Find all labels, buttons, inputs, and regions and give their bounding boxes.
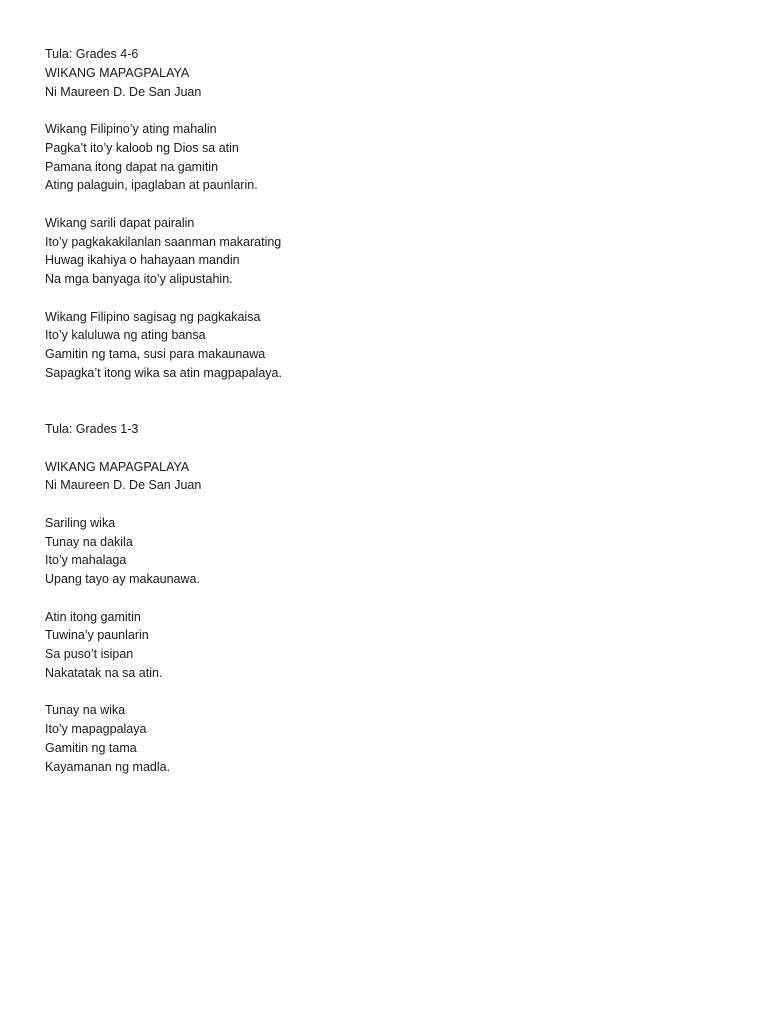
poem-grades-4-6 [45,45,725,383]
poem-title: WIKANG MAPAGPALAYA [45,459,190,474]
verse-line: Ito’y mahalaga [45,553,127,568]
verse-line: Tunay na dakila [45,534,133,549]
stanza [45,214,725,289]
verse-line: Sa puso’t isipan [45,647,134,661]
verse-line: Wikang Filipino sagisag ng pagkakaisa [45,309,261,324]
verse-line: Tuwina’y paunlarin [45,628,149,643]
verse-line: Upang tayo ay makaunawa. [45,572,200,586]
poem-heading: Tula: Grades 4-6 [45,47,139,61]
stanza [45,308,725,383]
verse-line: Tunay na wika [45,703,126,718]
verse-line: Ito’y kaluluwa ng ating bansa [45,328,206,343]
verse-line: Ito’y pagkakakilanlan saanman makarating [45,234,282,249]
verse-line: Atin itong gamitin [45,609,141,624]
verse-line: Wikang Filipino’y ating mahalin [45,122,217,136]
poem-author: Ni Maureen D. De San Juan [45,84,202,99]
verse-line: Wikang sarili dapat pairalin [45,215,195,230]
verse-line: Huwag ikahiya o hahayaan mandin [45,253,240,268]
stanza [45,514,725,589]
verse-line: Pamana itong dapat na gamitin [45,159,219,174]
verse-line: Ito’y mapagpalaya [45,722,147,736]
poem-heading: Tula: Grades 1-3 [45,422,139,436]
stanza [45,608,725,683]
verse-line: Sapagka’t itong wika sa atin magpapalaya. [45,365,282,380]
stanza [45,120,725,195]
verse-line: Ating palaguin, ipaglaban at paunlarin. [45,178,258,193]
verse-line: Gamitin ng tama, susi para makaunawa [45,347,266,361]
verse-line: Kayamanan ng madla. [45,759,171,774]
document-page [45,45,725,776]
poem-grades-1-3 [45,420,725,776]
verse-line: Na mga banyaga ito’y alipustahin. [45,272,233,286]
poem-title: WIKANG MAPAGPALAYA [45,65,190,80]
poem-author: Ni Maureen D. De San Juan [45,478,202,493]
verse-line: Gamitin ng tama [45,740,137,755]
stanza [45,701,725,776]
verse-line: Sariling wika [45,515,116,530]
verse-line: Pagka’t ito’y kaloob ng Dios sa atin [45,140,239,155]
verse-line: Nakatatak na sa atin. [45,665,163,680]
